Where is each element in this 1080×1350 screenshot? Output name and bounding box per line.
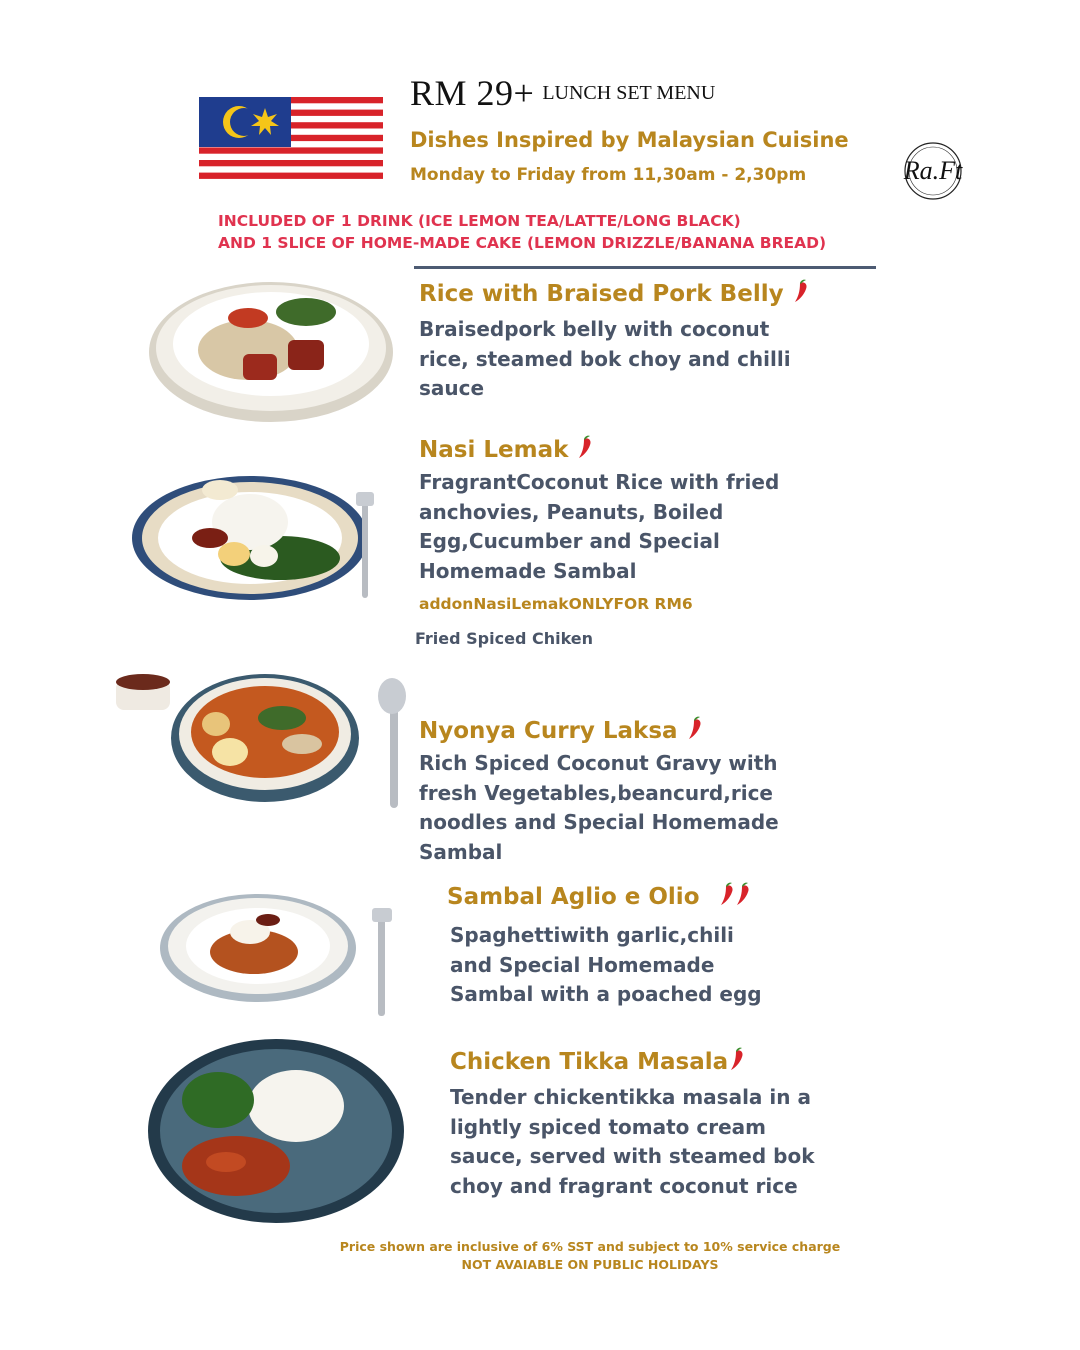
dish-desc-pork-belly: Braisedpork belly with coconut rice, steamed bok choy and chilli sauce [419, 317, 791, 400]
chili-icon [730, 1047, 744, 1071]
logo-text: Ra.Ft [903, 156, 963, 185]
dish-title-pork-belly: Rice with Braised Pork Belly [419, 279, 808, 307]
price-note: Price shown are inclusive of 6% SST and subject to 10% service charge [339, 1239, 841, 1254]
aglio-olio-dish-image [158, 890, 408, 1022]
nasi-lemak-dish-image [130, 468, 392, 606]
dish-title-aglio-olio: Sambal Aglio e Olio [447, 882, 750, 910]
menu-title [410, 72, 715, 114]
chili-icon [688, 716, 702, 740]
holiday-note: NOT AVAIABLE ON PUBLIC HOLIDAYS [461, 1257, 719, 1272]
curry-laksa-dish-image [112, 672, 414, 814]
included-line-2: AND 1 SLICE OF HOME-MADE CAKE (LEMON DRIZZLE/BANANA BREAD) [218, 234, 827, 252]
menu-label: LUNCH SET MENU [542, 82, 716, 104]
dish-desc-curry-laksa: Rich Spiced Coconut Gravy with fresh Vegetables,beancurd,rice noodles and Special Homemade Sambal [419, 751, 779, 864]
chili-icon [736, 882, 750, 906]
dish-title-nasi-lemak: Nasi Lemak [419, 435, 592, 463]
chili-icon [720, 882, 734, 906]
opening-hours: Monday to Friday from 11,30am - 2,30pm [410, 165, 807, 185]
dish-title-curry-laksa: Nyonya Curry Laksa [419, 716, 702, 744]
dish-desc-tikka-masala: Tender chickentikka masala in a lightly spiced tomato cream sauce, served with steamed bok choy and fragrant coconut rice [450, 1085, 815, 1198]
chili-icon [578, 435, 592, 459]
tikka-masala-dish-image [146, 1036, 408, 1226]
chili-icon [794, 279, 808, 303]
addon-item: Fried Spiced Chiken [415, 629, 594, 648]
dish-desc-aglio-olio: Spaghettiwith garlic,chili and Special Homemade Sambal with a poached egg [450, 923, 762, 1006]
price-label: RM 29+ [410, 73, 535, 113]
addon-offer: addonNasiLemakONLYFOR RM6 [419, 595, 693, 613]
included-note [218, 210, 826, 254]
header-divider [414, 266, 876, 269]
dish-title-tikka-masala: Chicken Tikka Masala [450, 1047, 744, 1075]
pork-belly-dish-image [148, 272, 394, 424]
menu-subtitle: Dishes Inspired by Malaysian Cuisine [410, 128, 849, 152]
included-line-1: INCLUDED OF 1 DRINK (ICE LEMON TEA/LATTE/LONG BLACK) [218, 212, 741, 230]
restaurant-logo-icon [888, 135, 978, 207]
malaysia-flag-icon [199, 97, 383, 185]
dish-desc-nasi-lemak: FragrantCoconut Rice with fried anchovies, Peanuts, Boiled Egg,Cucumber and Special Homemade Sambal [419, 470, 780, 583]
